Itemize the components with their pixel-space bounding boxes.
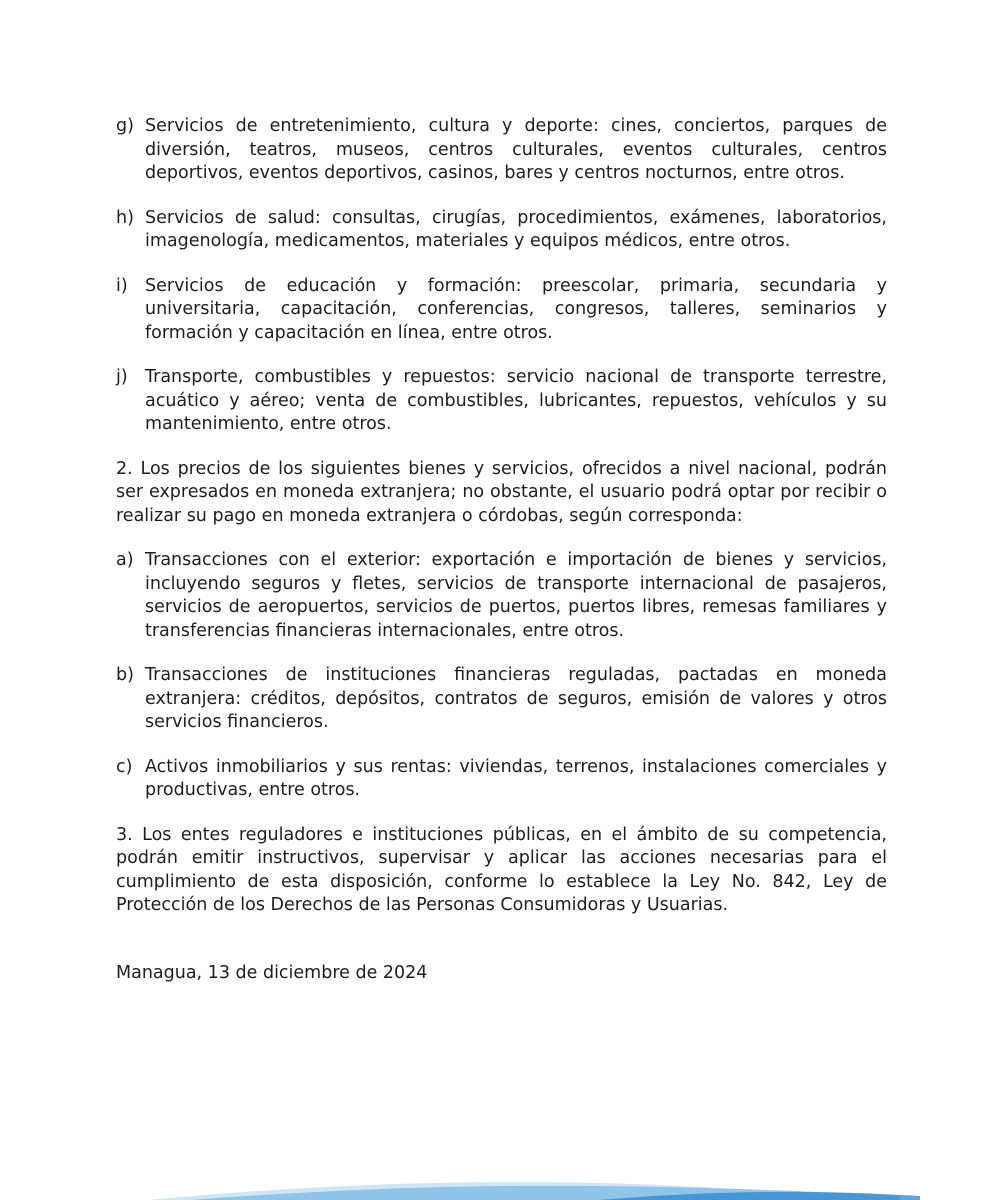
list-item-text: Servicios de entretenimiento, cultura y deporte: cines, conciertos, parques de diversión, teatros, museos, centros culturales, eventos culturales, centros deportivos, eventos deportivos, casinos, bares y centros nocturnos, entre otros. bbox=[145, 116, 887, 183]
list-marker: c) bbox=[116, 756, 133, 777]
list-item-text: Transporte, combustibles y repuestos: servicio nacional de transporte terrestre, acuático y aéreo; venta de combustibles, lubricantes, repuestos, vehículos y su mantenimiento, entre otros. bbox=[145, 367, 887, 434]
list-item-i bbox=[116, 275, 887, 346]
paragraph-3: 3. Los entes reguladores e instituciones públicas, en el ámbito de su competencia, podrán emitir instructivos, supervisar y aplicar las acciones necesarias para el cumplimiento de esta disposición, conforme lo establece la Ley No. 842, Ley de Protección de los Derechos de las Personas Consumidoras y Usuarias. bbox=[116, 824, 887, 915]
document-body bbox=[116, 115, 887, 985]
list-marker: j) bbox=[116, 367, 128, 387]
paragraph-2: 2. Los precios de los siguientes bienes y servicios, ofrecidos a nivel nacional, podrán ser expresados en moneda extranjera; no obstante, el usuario podrá optar por recibir o realizar su pago en moneda extranjera o córdobas, según corresponda: bbox=[116, 458, 887, 526]
list-item-h bbox=[116, 207, 887, 254]
list-item-text: Transacciones con el exterior: exportación e importación de bienes y servicios, incluyendo seguros y fletes, servicios de transporte internacional de pasajeros, servicios de aeropuertos, servicios de puertos, puertos libres, remesas familiares y transferencias financieras internacionales, entre otros. bbox=[145, 550, 887, 641]
list-marker: g) bbox=[116, 116, 134, 136]
footer-wave-decoration bbox=[0, 1160, 995, 1200]
list-item-b bbox=[116, 664, 887, 735]
list-marker: i) bbox=[116, 275, 128, 296]
list-marker: a) bbox=[116, 550, 134, 570]
list-item-g bbox=[116, 115, 887, 186]
list-item-j bbox=[116, 366, 887, 437]
list-item-text: Transacciones de instituciones financieras reguladas, pactadas en moneda extranjera: créditos, depósitos, contratos de seguros, emisión de valores y otros servicios financieros. bbox=[145, 665, 887, 732]
list-item-text: Activos inmobiliarios y sus rentas: viviendas, terrenos, instalaciones comerciales y productivas, entre otros. bbox=[145, 756, 887, 800]
list-item-a bbox=[116, 549, 887, 643]
list-item-text: Servicios de educación y formación: preescolar, primaria, secundaria y universitaria, capacitación, conferencias, congresos, talleres, seminarios y formación y capacitación en línea, entre otros. bbox=[145, 275, 887, 343]
list-marker: b) bbox=[116, 665, 134, 685]
signature-line: Managua, 13 de diciembre de 2024 bbox=[116, 962, 428, 983]
list-marker: h) bbox=[116, 207, 134, 228]
list-item-c bbox=[116, 756, 887, 803]
list-item-text: Servicios de salud: consultas, cirugías, procedimientos, exámenes, laboratorios, imagenología, medicamentos, materiales y equipos médicos, entre otros. bbox=[145, 207, 887, 251]
